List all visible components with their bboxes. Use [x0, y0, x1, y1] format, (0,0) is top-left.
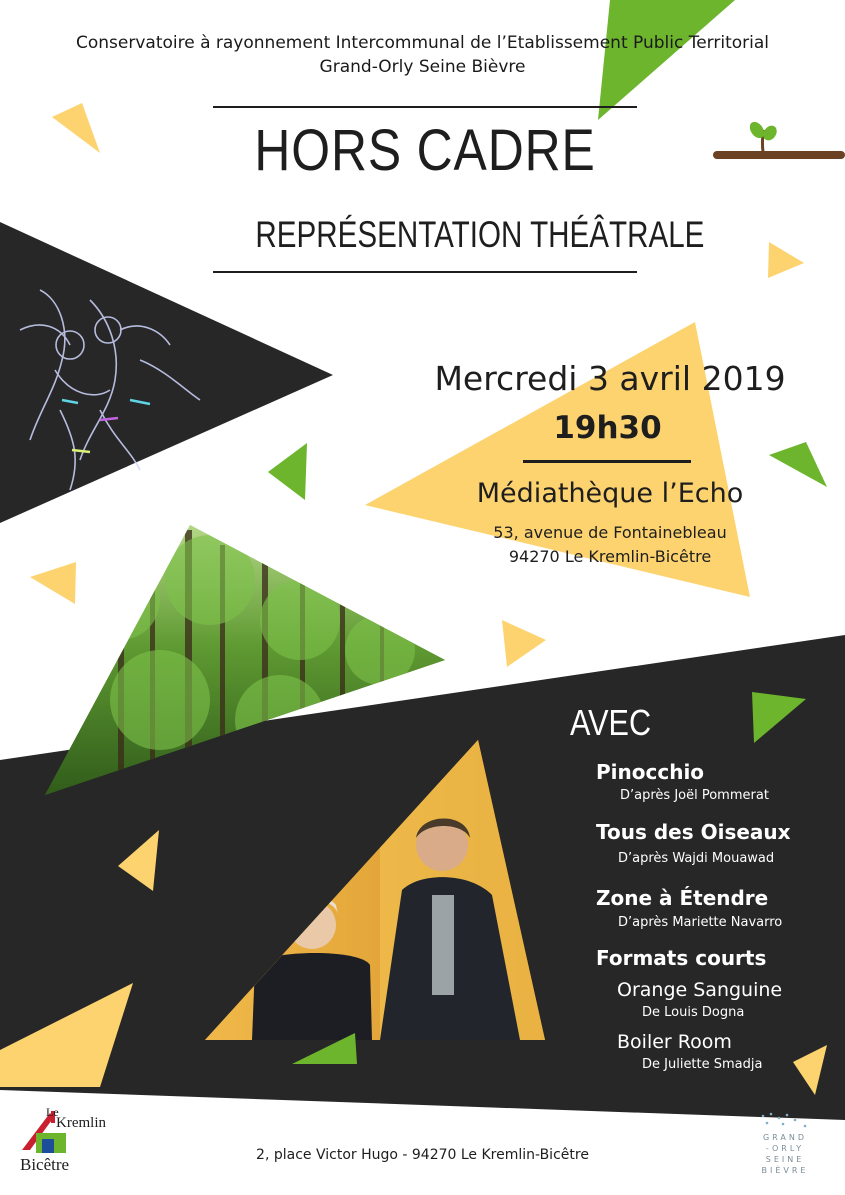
sprout-icon: [713, 119, 845, 159]
event-address-2: 94270 Le Kremlin-Bicêtre: [508, 547, 712, 566]
logo-line: GRAND: [762, 1133, 808, 1142]
show-title: Zone à Étendre: [596, 886, 769, 910]
logo-line: -ORLY: [765, 1144, 805, 1153]
event-time: 19h30: [553, 410, 662, 446]
page-subtitle: REPRÉSENTATION THÉÂTRALE: [255, 214, 705, 255]
show-title: Pinocchio: [596, 760, 705, 784]
short-formats-heading: Formats courts: [596, 946, 767, 970]
logo-word-le: Le: [46, 1105, 59, 1119]
title-top-rule: [213, 106, 637, 108]
show-author: D’après Mariette Navarro: [618, 915, 783, 930]
header-line-1: Conservatoire à rayonnement Intercommunal de l’Etablissement Public Territorial: [75, 33, 769, 53]
yellow-tri-4: [502, 620, 546, 667]
short-title: Boiler Room: [617, 1031, 732, 1053]
show-author: D’après Wajdi Mouawad: [618, 851, 775, 866]
short-author: De Louis Dogna: [642, 1005, 745, 1020]
yellow-tri-2: [768, 242, 804, 278]
short-title: Orange Sanguine: [617, 979, 783, 1001]
yellow-tri-3: [30, 562, 76, 604]
logo-line: SEINE: [765, 1155, 805, 1164]
program-heading: AVEC: [570, 702, 652, 743]
footer-address: 2, place Victor Hugo - 94270 Le Kremlin-Bicêtre: [256, 1147, 589, 1163]
short-author: De Juliette Smadja: [642, 1057, 763, 1072]
title-bottom-rule: [213, 271, 637, 273]
page-title: HORS CADRE: [254, 118, 596, 183]
green-tri-1: [268, 443, 307, 500]
show-title: Tous des Oiseaux: [596, 820, 791, 844]
dots-pattern-icon: [735, 1110, 830, 1185]
logo-word-kremlin: Kremlin: [56, 1115, 106, 1131]
event-date: Mercredi 3 avril 2019: [434, 359, 786, 398]
event-venue: Médiathèque l’Echo: [476, 478, 744, 509]
show-author: D’après Joël Pommerat: [620, 788, 769, 803]
header-line-2: Grand-Orly Seine Bièvre: [319, 57, 526, 77]
time-rule: [523, 460, 691, 463]
event-address-1: 53, avenue de Fontainebleau: [493, 523, 727, 542]
grand-orly-seine-bievre-logo: [735, 1110, 830, 1185]
logo-line: BIÈVRE: [761, 1166, 809, 1175]
yellow-tri-1: [52, 103, 100, 153]
logo-word-bicetre: Bicêtre: [20, 1155, 70, 1174]
kremlin-bicetre-logo: [18, 1105, 118, 1185]
